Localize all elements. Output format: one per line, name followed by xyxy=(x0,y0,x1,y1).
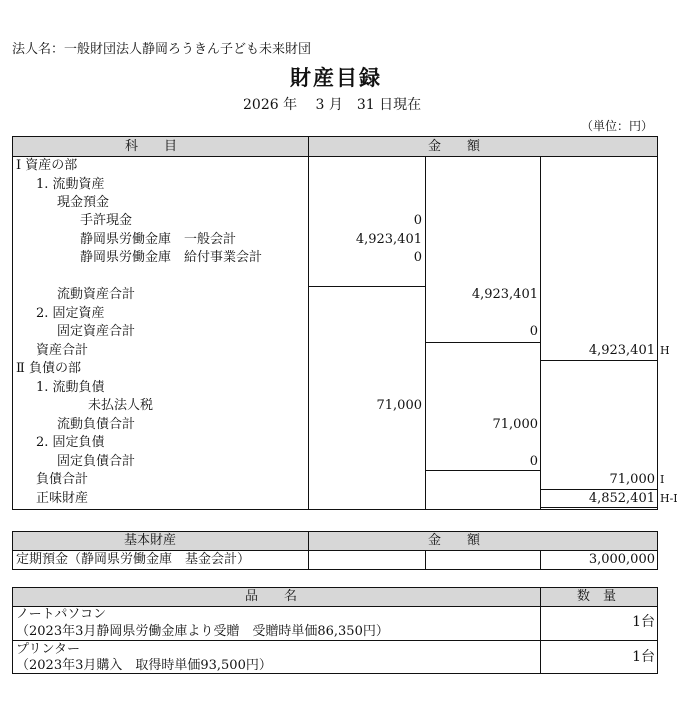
value-current-liabilities-total: 71,000 xyxy=(492,417,538,432)
unit-label: （単位：円） xyxy=(581,119,654,133)
row-benefit-account: 静岡県労働金庫 給付事業会計 xyxy=(80,250,263,265)
column-header-subject: 科 目 xyxy=(125,139,178,154)
value-general-account: 4,923,401 xyxy=(355,232,422,247)
table2-header-amount: 金 額 xyxy=(428,533,481,548)
value-benefit-account: 0 xyxy=(413,250,422,265)
item-printer-qty: 1台 xyxy=(632,649,655,665)
row-general-account: 静岡県労働金庫 一般会計 xyxy=(80,232,237,247)
table3-header xyxy=(12,587,658,607)
page-title: 財産目録 xyxy=(290,65,382,90)
item-laptop-note: （2023年3月静岡県労働金庫より受贈 受贈時単価86,350円） xyxy=(16,624,389,639)
row-total-assets: 資産合計 xyxy=(36,343,89,358)
mark-h-minus-i: H-I xyxy=(660,492,678,505)
item-laptop-qty: 1台 xyxy=(632,614,655,630)
row-fixed-assets-total: 固定資産合計 xyxy=(57,324,136,339)
section-assets: Ⅰ 資産の部 xyxy=(16,158,78,173)
item-laptop-name: ノートパソコン xyxy=(16,607,107,622)
table3-header-item: 品 名 xyxy=(245,589,298,604)
row-unpaid-tax: 未払法人税 xyxy=(88,398,154,413)
org-name: 法人名：一般財団法人静岡ろうきん子ども未来財団 xyxy=(12,42,312,57)
row-cash-deposits: 現金預金 xyxy=(57,195,110,210)
row-current-liabilities-total: 流動負債合計 xyxy=(57,417,136,432)
row-cash-on-hand: 手許現金 xyxy=(80,213,133,228)
mark-i: I xyxy=(660,473,665,486)
value-time-deposit: 3,000,000 xyxy=(588,552,655,567)
item-printer-name: プリンター xyxy=(16,642,80,657)
row-net-assets: 正味財産 xyxy=(36,491,89,506)
value-total-liabilities: 71,000 xyxy=(609,472,655,487)
row-fixed-liabilities-total: 固定負債合計 xyxy=(57,454,136,469)
table1-header xyxy=(12,136,658,157)
value-unpaid-tax: 71,000 xyxy=(376,398,422,413)
value-total-assets: 4,923,401 xyxy=(588,343,655,358)
mark-h: H xyxy=(660,344,670,357)
row-current-liabilities: 1. 流動負債 xyxy=(36,380,105,395)
column-header-amount: 金 額 xyxy=(428,139,481,154)
table2-header-item: 基本財産 xyxy=(124,533,177,548)
table3-header-qty: 数 量 xyxy=(577,589,617,604)
row-current-assets-total: 流動資産合計 xyxy=(57,287,136,302)
row-fixed-assets: 2. 固定資産 xyxy=(36,306,105,321)
value-fixed-assets-total: 0 xyxy=(529,324,538,339)
table2-header xyxy=(12,531,658,551)
value-net-assets: 4,852,401 xyxy=(588,491,655,506)
value-fixed-liabilities-total: 0 xyxy=(529,454,538,469)
report-date: 2026 年 3 月 31 日現在 xyxy=(243,97,422,113)
value-cash-on-hand: 0 xyxy=(413,213,422,228)
row-time-deposit: 定期預金（静岡県労働金庫 基金会計） xyxy=(16,552,251,567)
item-printer-note: （2023年3月購入 取得時単価93,500円） xyxy=(16,658,272,673)
value-current-assets-total: 4,923,401 xyxy=(471,287,538,302)
row-current-assets: 1. 流動資産 xyxy=(36,177,105,192)
row-total-liabilities: 負債合計 xyxy=(36,472,89,487)
row-fixed-liabilities: 2. 固定負債 xyxy=(36,435,105,450)
section-liabilities: Ⅱ 負債の部 xyxy=(16,361,81,376)
